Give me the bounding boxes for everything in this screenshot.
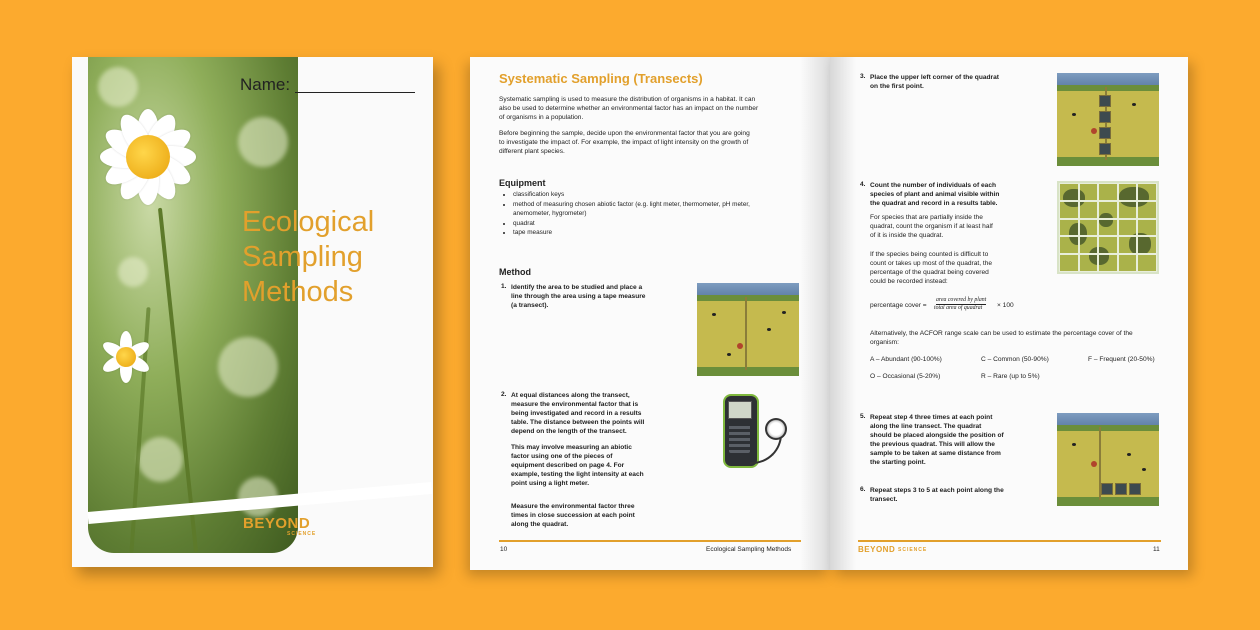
step-4-text: Count the number of individuals of each species of plant and animal visible within the quadrat and record in a results table. — [870, 182, 1000, 207]
step-3-number: 3. — [860, 73, 866, 80]
percentage-cover-formula: percentage cover = area covered by plant total area of quadrat × 100 — [870, 297, 1014, 311]
quadrat-grid-illustration — [1057, 181, 1159, 274]
intro-paragraph: Systematic sampling is used to measure the distribution of organisms in a habitat. It can also be used to determine whether an environmental factor has an impact on the number of organisms in a population. — [499, 96, 759, 121]
step-2b-text: This may involve measuring an abiotic factor using one of the pieces of equipment described on page 4. For example, testing the light intensity at each point using a light meter. — [511, 444, 644, 487]
light-sensor-icon — [765, 418, 787, 440]
cover-title: Ecological Sampling Methods — [242, 206, 375, 308]
step-3-text: Place the upper left corner of the quadrat on the first point. — [870, 74, 999, 90]
quadrat-placement-illustration — [1057, 73, 1159, 166]
step-1-text: Identify the area to be studied and place a line through the area using a tape measure (a transect). — [511, 284, 646, 309]
step-1-number: 1. — [501, 283, 507, 290]
section-title: Systematic Sampling (Transects) — [499, 71, 703, 86]
acfor-occasional: O – Occasional (5-20%) — [870, 373, 941, 380]
step-4c-text: If the species being counted is difficult to count or takes up most of the quadrat, the percentage of the quadrat being covered could be recorded instead: — [870, 251, 993, 285]
page-number-left: 10 — [500, 546, 508, 553]
acfor-rare: R – Rare (up to 5%) — [981, 373, 1040, 380]
step-5-text: Repeat step 4 three times at each point along the line transect. The quadrat should be placed alongside the position of the previous quadrat. This will allow the sample to be taken at same distance from the starting point. — [870, 414, 1004, 466]
transect-illustration — [697, 283, 799, 376]
step-2-number: 2. — [501, 391, 507, 398]
beyond-logo: BEYOND — [243, 515, 311, 532]
beyond-logo-sub: SCIENCE — [287, 531, 317, 537]
equipment-list: • classification keys • method of measuring chosen abiotic factor (e.g. light meter, thermometer, pH meter, anemometer, hygrometer) • quadrat • tape measure — [503, 190, 803, 238]
step-5-number: 5. — [860, 413, 866, 420]
gutter-shadow-left — [800, 57, 830, 570]
meter-keypad — [729, 423, 750, 453]
acfor-frequent: F – Frequent (20-50%) — [1088, 356, 1155, 363]
intro-paragraph-2: Before beginning the sample, decide upon the environmental factor that you are going to investigate the impact of. For example, the impact of light intensity on the growth of different plant species. — [499, 130, 750, 155]
footer-logo-sub: SCIENCE — [898, 547, 928, 553]
step-4b-text: For species that are partially inside the quadrat, count the organism if at least half of it is inside the quadrat. — [870, 214, 993, 239]
step-2c-text: Measure the environmental factor three times in close succession at each point along the quadrat. — [511, 503, 635, 528]
step-6-text: Repeat steps 3 to 5 at each point along the transect. — [870, 487, 1004, 503]
method-heading: Method — [499, 267, 531, 277]
page-number-right: 11 — [1153, 546, 1160, 553]
footer-logo: BEYOND — [858, 545, 896, 554]
meter-screen — [728, 401, 752, 419]
acfor-common: C – Common (50-90%) — [981, 356, 1049, 363]
footer-title: Ecological Sampling Methods — [706, 546, 792, 553]
equipment-heading: Equipment — [499, 178, 546, 188]
gutter-shadow-right — [830, 57, 856, 570]
repeat-quadrat-illustration — [1057, 413, 1159, 506]
step-6-number: 6. — [860, 486, 866, 493]
footer-rule-right — [858, 540, 1161, 542]
step-4-number: 4. — [860, 181, 866, 188]
footer-rule-left — [499, 540, 801, 542]
name-label: Name: — [240, 75, 291, 94]
step-2-text: At equal distances along the transect, measure the environmental factor that is being investigated and record in a results table. The distance between the points will depend on the length of the transect. — [511, 392, 645, 435]
acfor-intro: Alternatively, the ACFOR range scale can be used to estimate the percentage cover of the organism: — [870, 330, 1133, 346]
acfor-abundant: A – Abundant (90-100%) — [870, 356, 942, 363]
booklet-cover — [72, 57, 433, 567]
name-field[interactable] — [295, 92, 415, 93]
